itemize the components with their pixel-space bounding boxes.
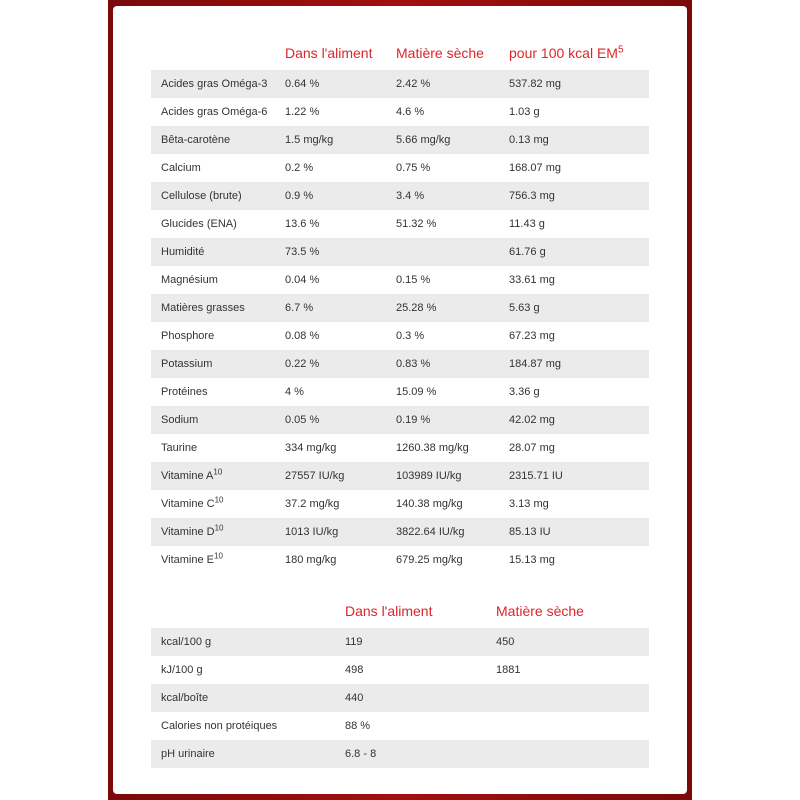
value-dry-matter: 2.42 % [396,70,509,98]
value-food: 119 [345,628,496,656]
table-row [151,182,649,210]
header-dry-matter: Matière sèche [496,603,584,619]
value-per-100-kcal: 3.13 mg [509,498,549,510]
value-food: 440 [345,684,496,712]
value-food: 0.64 % [285,70,396,98]
value-dry-matter: 103989 IU/kg [396,462,509,490]
nutrient-name: Bêta-carotène [161,134,231,146]
table-row [151,406,649,434]
value-dry-matter [496,712,649,740]
energy-name: kcal/100 g [151,628,345,656]
header-blank [151,594,345,628]
value-dry-matter [496,740,649,768]
energy-table [151,594,649,768]
table-row [151,740,649,768]
value-food: 0.9 % [285,182,396,210]
value-per-100-kcal: 537.82 mg [509,70,649,98]
value-dry-matter: 0.75 % [396,162,431,174]
value-food: 1.5 mg/kg [285,126,396,154]
value-food: 88 % [345,720,371,732]
table-row [151,126,649,154]
value-food: 0.08 % [285,330,320,342]
energy-name: Calories non protéiques [161,720,278,732]
value-dry-matter: 140.38 mg/kg [396,498,463,510]
value-per-100-kcal: 33.61 mg [509,274,555,286]
value-food: 0.04 % [285,274,320,286]
header-dry-matter: Matière sèche [396,45,484,61]
table-row [151,294,649,322]
header-per-100-kcal-label: pour 100 kcal EM [509,45,618,61]
table-row [151,462,649,490]
header-blank [151,36,285,70]
energy-table-header [151,594,649,628]
nutrient-name: Vitamine A [161,470,214,482]
value-per-100-kcal: 184.87 mg [509,350,649,378]
value-food: 73.5 % [285,238,396,266]
energy-name: kJ/100 g [161,664,203,676]
nutrient-name: Vitamine D [161,526,215,538]
nutrient-name-cell [151,70,285,98]
value-food: 0.2 % [285,162,314,174]
value-per-100-kcal: 42.02 mg [509,406,649,434]
value-food: 334 mg/kg [285,442,337,454]
value-per-100-kcal: 1.03 g [509,106,540,118]
nutrient-name: Magnésium [161,274,218,286]
value-dry-matter [396,238,509,266]
value-per-100-kcal: 67.23 mg [509,330,555,342]
value-food: 0.22 % [285,350,396,378]
value-dry-matter: 4.6 % [396,106,425,118]
nutrient-name-cell [151,322,285,350]
nutrient-name: Vitamine E [161,554,214,566]
table-row [151,490,649,518]
value-per-100-kcal: 0.13 mg [509,126,649,154]
value-dry-matter: 450 [496,628,649,656]
table-row [151,266,649,294]
value-per-100-kcal: 2315.71 IU [509,462,649,490]
value-dry-matter: 25.28 % [396,294,509,322]
nutrient-name: Humidité [161,246,205,258]
energy-name: pH urinaire [151,740,345,768]
nutrient-name-cell [151,518,285,546]
table-row [151,238,649,266]
nutrient-name: Sodium [161,414,199,426]
header-food: Dans l'aliment [285,45,373,61]
header-footnote: 5 [617,44,624,56]
value-per-100-kcal: 15.13 mg [509,554,555,566]
footnote-ref: 10 [214,523,224,533]
footnote-ref: 10 [213,467,223,477]
nutrient-table-header [151,36,649,70]
value-dry-matter [496,684,649,712]
value-food: 0.05 % [285,406,396,434]
value-food: 6.7 % [285,294,396,322]
nutrient-name: Glucides (ENA) [161,218,237,230]
value-food: 27557 IU/kg [285,462,396,490]
nutrient-table [151,36,649,574]
nutrient-name-cell [151,238,285,266]
table-row [151,70,649,98]
footnote-ref: 10 [214,551,223,561]
value-dry-matter: 3822.64 IU/kg [396,518,509,546]
nutrient-name-cell [151,98,285,126]
table-row [151,712,649,740]
value-per-100-kcal: 11.43 g [509,218,545,230]
value-food: 13.6 % [285,218,320,230]
value-per-100-kcal: 85.13 IU [509,518,649,546]
nutrient-name-cell [151,266,285,294]
nutrient-name-cell [151,350,285,378]
value-per-100-kcal: 756.3 mg [509,182,649,210]
content-card [113,6,687,794]
value-food: 37.2 mg/kg [285,498,340,510]
nutrient-name: Protéines [161,386,208,398]
nutrient-name-cell [151,210,285,238]
value-per-100-kcal: 168.07 mg [509,162,561,174]
table-row [151,378,649,406]
table-row [151,98,649,126]
value-per-100-kcal: 3.36 g [509,386,540,398]
nutrient-name: Cellulose (brute) [161,190,242,202]
value-dry-matter: 1260.38 mg/kg [396,442,469,454]
energy-name: kcal/boîte [151,684,345,712]
value-food: 498 [345,664,364,676]
nutrient-name-cell [151,154,285,182]
value-dry-matter: 51.32 % [396,218,437,230]
value-per-100-kcal: 28.07 mg [509,442,555,454]
value-dry-matter: 0.3 % [396,330,425,342]
value-dry-matter: 0.15 % [396,274,431,286]
nutrient-name-cell [151,434,285,462]
nutrient-name-cell [151,182,285,210]
value-food: 1013 IU/kg [285,518,396,546]
table-row [151,350,649,378]
value-dry-matter: 0.19 % [396,406,509,434]
nutrient-name: Potassium [161,358,213,370]
header-food: Dans l'aliment [345,603,433,619]
value-per-100-kcal: 61.76 g [509,238,649,266]
table-row [151,518,649,546]
nutrient-name-cell [151,294,285,322]
footnote-ref: 10 [214,495,224,505]
nutrient-name: Acides gras Oméga-3 [161,78,268,90]
nutrient-name: Vitamine C [161,498,215,510]
value-food: 6.8 - 8 [345,740,496,768]
table-row [151,628,649,656]
value-dry-matter: 0.83 % [396,350,509,378]
value-dry-matter: 679.25 mg/kg [396,554,463,566]
value-dry-matter: 5.66 mg/kg [396,126,509,154]
value-per-100-kcal: 5.63 g [509,294,649,322]
table-row [151,656,649,684]
table-row [151,210,649,238]
nutrient-name-cell [151,378,285,406]
value-food: 1.22 % [285,106,320,118]
value-food: 180 mg/kg [285,554,337,566]
nutrient-name: Acides gras Oméga-6 [161,106,268,118]
table-row [151,546,649,574]
nutrient-name-cell [151,462,285,490]
table-row [151,434,649,462]
table-row [151,684,649,712]
nutrient-name-cell [151,490,285,518]
nutrient-name: Calcium [161,162,201,174]
value-dry-matter: 15.09 % [396,386,437,398]
nutrient-name-cell [151,126,285,154]
nutrient-name: Phosphore [161,330,215,342]
nutrient-name-cell [151,406,285,434]
table-row [151,322,649,350]
nutrient-name: Taurine [161,442,198,454]
value-dry-matter: 1881 [496,664,521,676]
nutrient-name-cell [151,546,285,574]
header-per-100-kcal [509,36,649,70]
value-food: 4 % [285,386,304,398]
value-dry-matter: 3.4 % [396,182,509,210]
table-row [151,154,649,182]
nutrient-name: Matières grasses [161,302,245,314]
